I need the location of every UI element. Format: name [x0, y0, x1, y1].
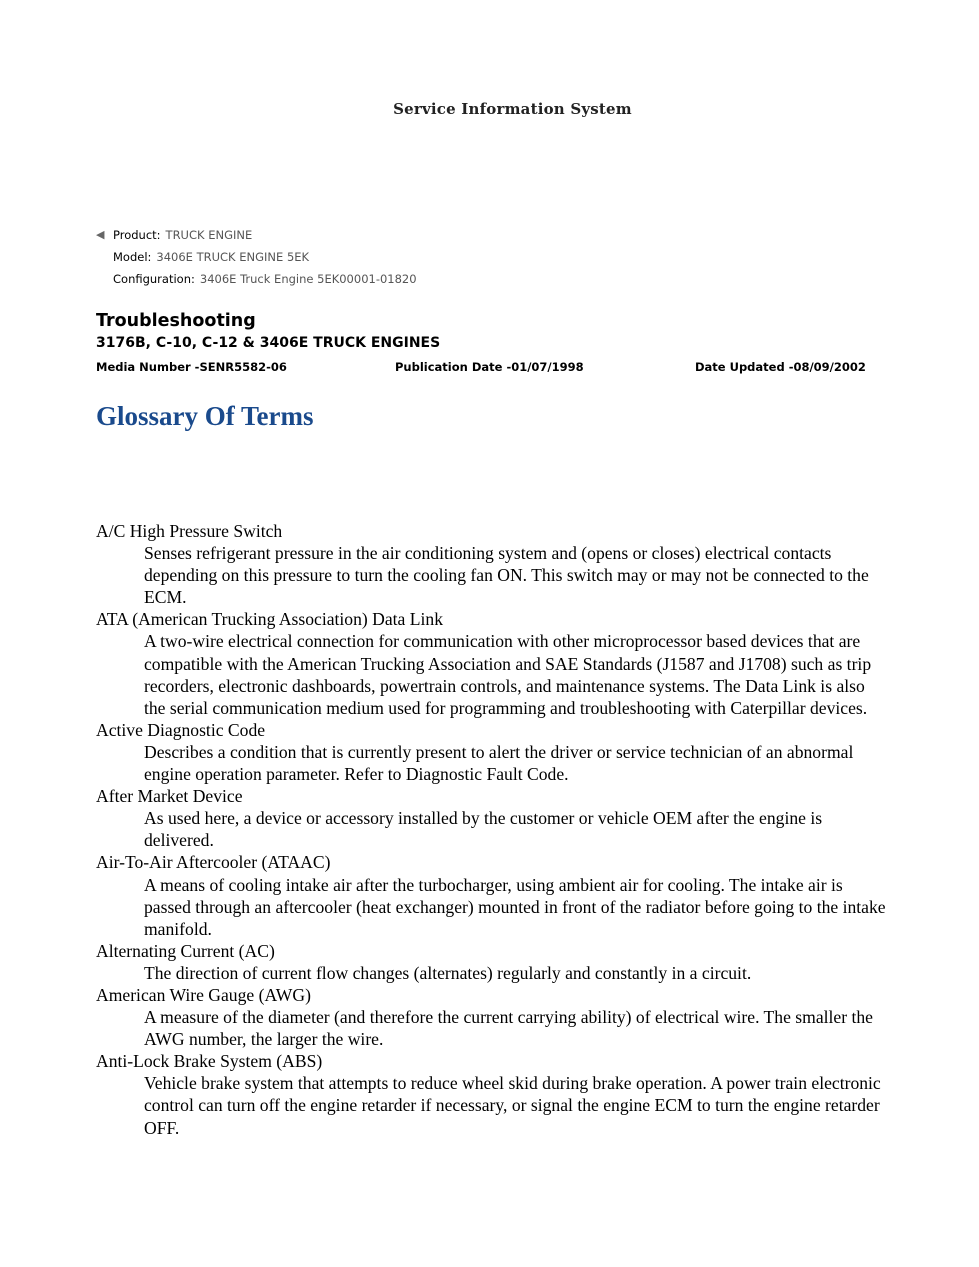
glossary-term: American Wire Gauge (AWG)	[96, 984, 311, 1005]
glossary-definition: Describes a condition that is currently present to alert the driver or service technician of an abnormal engine operation parameter. Refer to Diagnostic Fault Code.	[144, 741, 854, 785]
glossary-term: Alternating Current (AC)	[96, 940, 275, 961]
glossary-term: Active Diagnostic Code	[96, 719, 266, 740]
glossary-term: Anti-Lock Brake System (ABS)	[96, 1051, 323, 1072]
document-title: Troubleshooting	[96, 311, 256, 331]
configuration-row	[96, 268, 417, 290]
glossary-definition: The direction of current flow changes (alternates) regularly and constantly in a circuit.	[144, 962, 752, 983]
document-heading	[96, 310, 440, 354]
media-number: Media Number -SENR5582-06	[96, 360, 287, 374]
glossary-term: Air-To-Air Aftercooler (ATAAC)	[96, 852, 331, 873]
product-row	[96, 224, 417, 246]
glossary-term: After Market Device	[96, 786, 243, 807]
glossary-list	[96, 520, 886, 1139]
back-arrow-icon[interactable]: ◀	[96, 228, 105, 241]
publication-date: Publication Date -01/07/1998	[395, 360, 584, 374]
model-label: Model:	[113, 250, 152, 264]
page-title: Glossary Of Terms	[96, 401, 314, 431]
glossary-term: A/C High Pressure Switch	[96, 521, 283, 541]
glossary-definition: A means of cooling intake air after the turbocharger, using ambient air for cooling. The intake air is passed through an aftercooler (heat exchanger) mounted in front of the radiator before going to the intake manifold.	[144, 874, 886, 939]
model-value: 3406E TRUCK ENGINE 5EK	[156, 250, 310, 264]
date-updated: Date Updated -08/09/2002	[695, 360, 866, 374]
glossary-definition: Vehicle brake system that attempts to reduce wheel skid during brake operation. A power train electronic control can turn off the engine retarder if necessary, or signal the engine ECM to turn the engine retarder OFF.	[144, 1073, 881, 1138]
product-value: TRUCK ENGINE	[165, 228, 253, 242]
document-subtitle: 3176B, C-10, C-12 & 3406E TRUCK ENGINES	[96, 335, 441, 351]
configuration-value: 3406E Truck Engine 5EK00001-01820	[199, 272, 417, 286]
system-banner-title: Service Information System	[393, 100, 632, 118]
model-row	[96, 246, 417, 268]
glossary-term: ATA (American Trucking Association) Data Link	[96, 609, 443, 630]
glossary-definition: A measure of the diameter (and therefore the current carrying ability) of electrical wire. The smaller the AWG number, the larger the wire.	[144, 1007, 873, 1050]
product-label: Product:	[113, 228, 161, 242]
glossary-definition: As used here, a device or accessory installed by the customer or vehicle OEM after the engine is delivered.	[144, 808, 823, 851]
glossary-definition: A two-wire electrical connection for communication with other microprocessor based devices that are compatible with the American Trucking Association and SAE Standards (J1587 and J1708) such as trip recorders, electronic dashboards, powertrain controls, and maintenance systems. The Data Link is also the serial communication medium used for programming and troubleshooting with Caterpillar devices.	[144, 631, 872, 718]
product-info	[96, 224, 417, 290]
configuration-label: Configuration:	[113, 272, 195, 286]
glossary-definition: Senses refrigerant pressure in the air conditioning system and (opens or closes) electrical contacts depending on this pressure to turn the cooling fan ON. This switch may or may not be connected to the ECM.	[144, 543, 869, 608]
